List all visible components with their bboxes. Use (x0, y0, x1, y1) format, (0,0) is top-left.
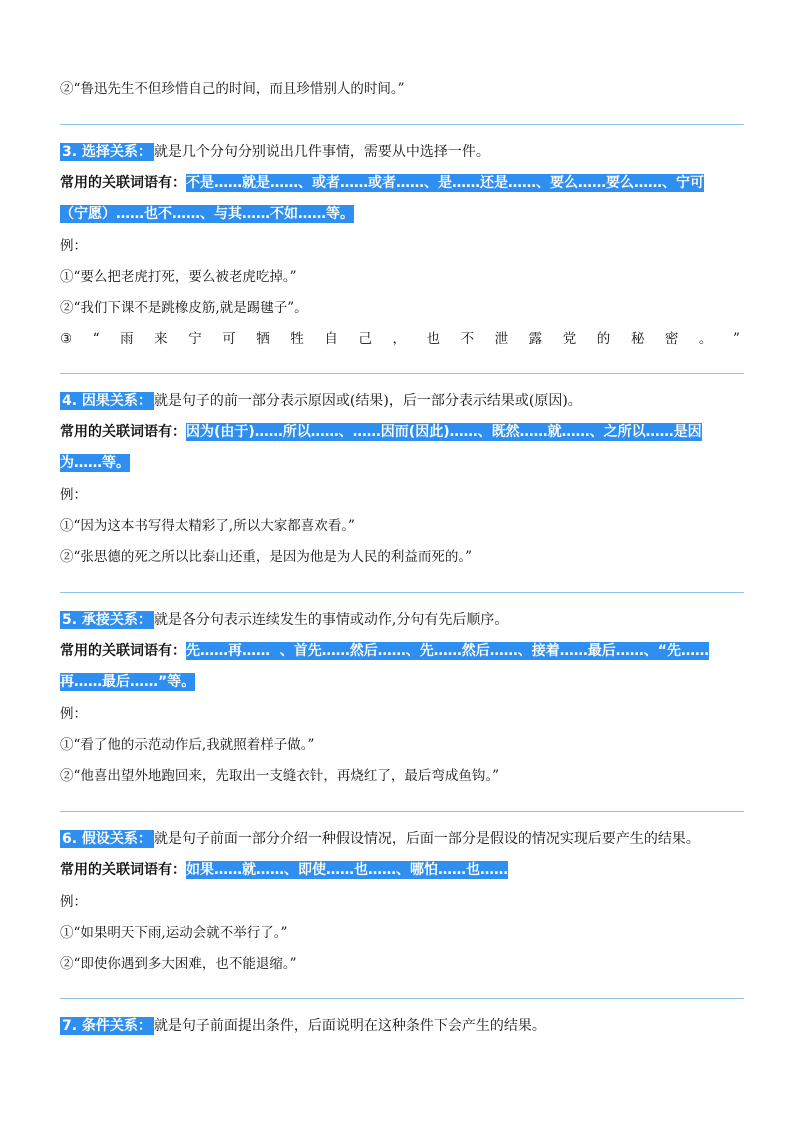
glyph: ③ (60, 331, 73, 347)
example-sentence: ①“因为这本书写得太精彩了,所以大家都喜欢看。” (60, 518, 355, 534)
example-label: 例： (60, 894, 87, 910)
section-divider (60, 592, 744, 593)
example-label: 例： (60, 706, 87, 722)
section-definition: 就是句子前面一部分介绍一种假设情况，后面一部分是假设的情况实现后要产生的结果。 (153, 831, 700, 847)
example-sentence: ①“如果明天下雨,运动会就不举行了。” (60, 925, 288, 941)
conjunctions-line-continued (60, 203, 354, 225)
section-definition: 就是各分句表示连续发生的事情或动作,分句有先后顺序。 (153, 612, 509, 628)
conjunctions-line (60, 859, 508, 881)
glyph: 秘 (630, 331, 645, 347)
conjunctions-highlight: 为……等。 (60, 455, 130, 471)
conjunctions-highlight: 因为(由于)……所以……、……因而(因此)……、既然……就……、之所以……是因 (186, 424, 702, 440)
section-title: 6. 假设关系： (62, 831, 152, 847)
example-sentence: ②“鲁迅先生不但珍惜自己的时间，而且珍惜别人的时间。” (60, 81, 405, 97)
section-divider (60, 998, 744, 999)
example-sentence-spread (60, 328, 740, 350)
example-sentence: ②“他喜出望外地跑回来，先取出一支缝衣针，再烧红了，最后弯成鱼钩。” (60, 768, 500, 784)
glyph: 牲 (290, 331, 304, 347)
conjunctions-line-continued (60, 452, 130, 474)
glyph: 宁 (188, 331, 202, 347)
glyph: 来 (154, 331, 168, 347)
common-words-label: 常用的关联词语有： (60, 643, 186, 659)
conjunctions-highlight: 如果……就……、即使……也……、哪怕……也…… (186, 862, 508, 878)
section-heading-choice (60, 141, 490, 163)
example-sentence: ②“张思德的死之所以比泰山还重，是因为他是为人民的利益而死的。” (60, 549, 473, 565)
glyph: 己 (358, 331, 372, 347)
glyph: 也 (426, 331, 441, 347)
section-heading-cause (60, 390, 582, 412)
conjunctions-line (60, 640, 709, 662)
section-heading-condition (60, 1015, 546, 1037)
section-definition: 就是几个分句分别说出几件事情，需要从中选择一件。 (153, 144, 490, 160)
conjunctions-line (60, 172, 704, 194)
common-words-label: 常用的关联词语有： (60, 424, 186, 440)
section-definition: 就是句子前面提出条件，后面说明在这种条件下会产生的结果。 (153, 1018, 546, 1034)
section-title: 7. 条件关系： (62, 1018, 152, 1034)
example-sentence: ①“要么把老虎打死，要么被老虎吃掉。” (60, 269, 297, 285)
section-title: 5. 承接关系： (62, 612, 152, 628)
example-sentence: ②“我们下课不是跳橡皮筋,就是踢毽子”。 (60, 300, 308, 316)
section-definition: 就是句子的前一部分表示原因或(结果)，后一部分表示结果或(原因)。 (153, 393, 582, 409)
section-divider (60, 124, 744, 125)
conjunctions-line (60, 421, 702, 443)
glyph: 自 (324, 331, 338, 347)
conjunctions-line-continued (60, 671, 195, 693)
conjunctions-highlight: 再……最后……”等。 (60, 674, 196, 690)
glyph: 密 (664, 331, 679, 347)
glyph: 露 (528, 331, 543, 347)
section-heading-sequence (60, 609, 508, 631)
example-label: 例： (60, 238, 87, 254)
conjunctions-highlight: （宁愿）……也不……、与其……不如……等。 (60, 206, 354, 222)
example-sentence: ②“即使你遇到多大困难，也不能退缩。” (60, 956, 297, 972)
common-words-label: 常用的关联词语有： (60, 175, 186, 191)
glyph: 可 (222, 331, 236, 347)
glyph: 。 (698, 331, 713, 347)
section-divider (60, 373, 744, 374)
conjunctions-highlight: 不是……就是……、或者……或者……、是……还是……、要么……要么……、宁可 (186, 175, 704, 191)
common-words-label: 常用的关联词语有： (60, 862, 186, 878)
section-divider (60, 811, 744, 812)
example-label: 例： (60, 487, 87, 503)
glyph: 党 (562, 331, 577, 347)
conjunctions-highlight: 先……再…… 、首先……然后……、先……然后……、接着……最后……、“先…… (186, 643, 709, 659)
section-heading-hypothesis (60, 828, 700, 850)
glyph: ， (392, 331, 406, 347)
glyph: 的 (596, 331, 611, 347)
glyph: ” (732, 331, 740, 347)
example-sentence: ①“看了他的示范动作后,我就照着样子做。” (60, 737, 315, 753)
glyph: 泄 (494, 331, 509, 347)
glyph: 牺 (256, 331, 270, 347)
glyph: “ (92, 331, 100, 347)
glyph: 雨 (120, 331, 134, 347)
section-title: 3. 选择关系： (62, 144, 152, 160)
glyph: 不 (460, 331, 475, 347)
section-title: 4. 因果关系： (62, 393, 152, 409)
